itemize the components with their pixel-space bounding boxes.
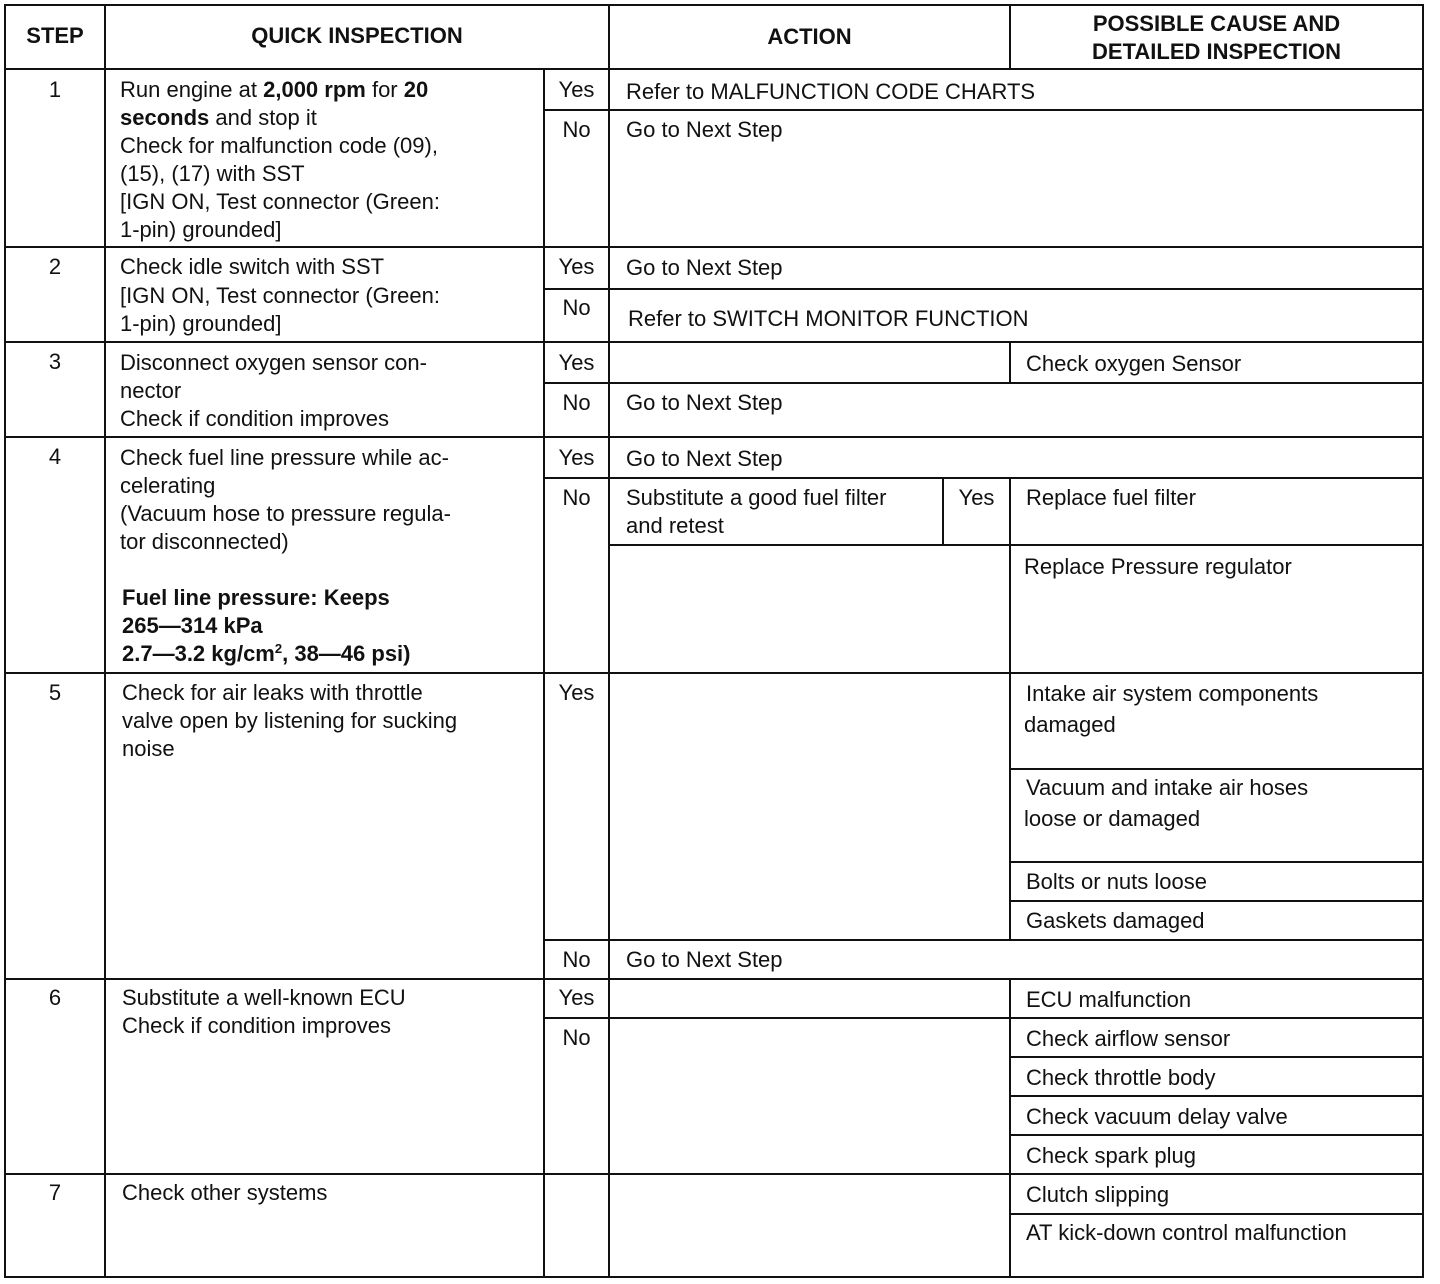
inspection-text: Substitute a well-known ECU	[122, 985, 406, 1010]
answer-yes: Yes	[558, 254, 595, 279]
header-cause-line2: DETAILED INSPECTION	[1092, 39, 1341, 64]
inspection-text: noise	[122, 736, 175, 761]
rule	[1009, 341, 1011, 384]
action-text: Refer to SWITCH MONITOR FUNCTION	[628, 306, 1029, 331]
action-text: Go to Next Step	[626, 255, 783, 280]
rule	[4, 4, 6, 1278]
inspection-text: [IGN ON, Test connector (Green:	[120, 189, 440, 214]
action-text: Go to Next Step	[626, 446, 783, 471]
cause-text: Check airflow sensor	[1026, 1026, 1231, 1051]
cause-text: Check throttle body	[1026, 1065, 1216, 1090]
cause-text: AT kick-down control malfunction	[1026, 1220, 1347, 1245]
step-number: 3	[48, 349, 62, 374]
rule	[543, 109, 1424, 111]
inspection-text: Check idle switch with SST	[120, 254, 385, 279]
rule	[104, 4, 106, 1278]
cause-text: Check oxygen Sensor	[1026, 351, 1242, 376]
answer-yes: Yes	[558, 680, 595, 705]
header-action: ACTION	[767, 24, 852, 49]
inspection-text: tor disconnected)	[120, 529, 289, 554]
spec-text: Fuel line pressure: Keeps	[122, 585, 390, 610]
inspection-text: [IGN ON, Test connector (Green:	[120, 283, 440, 308]
header-quick-inspection: QUICK INSPECTION	[251, 23, 463, 48]
cause-text: Clutch slipping	[1026, 1182, 1170, 1207]
cause-text: Check vacuum delay valve	[1026, 1104, 1288, 1129]
rule	[4, 672, 1424, 674]
rule	[543, 477, 1424, 479]
answer-yes: Yes	[558, 350, 595, 375]
rule	[4, 246, 1424, 248]
inspection-text: Check for malfunction code (09),	[120, 133, 438, 158]
cause-text: Replace Pressure regulator	[1024, 554, 1292, 579]
inspection-text: celerating	[120, 473, 216, 498]
step-number: 2	[48, 254, 62, 279]
cause-text: loose or damaged	[1024, 806, 1201, 831]
rule	[1009, 672, 1011, 941]
action-text: Go to Next Step	[626, 117, 783, 142]
cause-text: Check spark plug	[1026, 1143, 1196, 1168]
rule	[543, 288, 1424, 290]
answer-no: No	[562, 390, 591, 415]
spec-text: 265—314 kPa	[122, 613, 263, 638]
rule	[1009, 978, 1011, 1278]
rule	[543, 939, 1424, 941]
rule	[543, 1017, 1424, 1019]
step-number: 1	[48, 77, 62, 102]
rule	[4, 1276, 1424, 1278]
inspection-text: Check if condition improves	[122, 1013, 392, 1038]
answer-yes: Yes	[558, 77, 595, 102]
rule	[4, 1173, 1424, 1175]
rule	[1009, 1056, 1424, 1058]
rule	[4, 4, 1424, 6]
answer-no: No	[562, 117, 591, 142]
step-number: 7	[48, 1180, 62, 1205]
action-text: and retest	[626, 513, 724, 538]
cause-text: Vacuum and intake air hoses	[1026, 775, 1309, 800]
cause-text: damaged	[1024, 712, 1116, 737]
inspection-text: Check fuel line pressure while ac-	[120, 445, 449, 470]
cause-text: Replace fuel filter	[1026, 485, 1196, 510]
rule	[4, 341, 1424, 343]
answer-no: No	[562, 947, 591, 972]
answer-yes: Yes	[558, 445, 595, 470]
cause-text: Intake air system components	[1026, 681, 1319, 706]
inspection-text: Disconnect oxygen sensor con-	[120, 350, 427, 375]
step-number: 5	[48, 680, 62, 705]
rule	[608, 4, 610, 1278]
cause-text: ECU malfunction	[1026, 987, 1192, 1012]
rule	[1009, 477, 1011, 674]
inspection-text: (Vacuum hose to pressure regula-	[120, 501, 451, 526]
action-text: Go to Next Step	[626, 947, 783, 972]
answer-yes: Yes	[958, 485, 995, 510]
action-text: Refer to MALFUNCTION CODE CHARTS	[626, 79, 1036, 104]
cause-text: Bolts or nuts loose	[1026, 869, 1207, 894]
inspection-text: Run engine at 2,000 rpm for 20	[120, 77, 429, 102]
header-step: STEP	[26, 23, 84, 48]
rule	[543, 68, 545, 1278]
inspection-text: seconds and stop it	[120, 105, 317, 130]
header-cause-line1: POSSIBLE CAUSE AND	[1092, 11, 1341, 36]
action-text: Substitute a good fuel filter	[626, 485, 887, 510]
rule	[4, 436, 1424, 438]
cause-text: Gaskets damaged	[1026, 908, 1205, 933]
answer-yes: Yes	[558, 985, 595, 1010]
inspection-text: valve open by listening for sucking	[122, 708, 458, 733]
rule	[1009, 861, 1424, 863]
answer-no: No	[562, 485, 591, 510]
rule	[543, 382, 1424, 384]
rule	[4, 978, 1424, 980]
inspection-text: (15), (17) with SST	[120, 161, 305, 186]
rule	[608, 544, 1424, 546]
step-number: 4	[48, 444, 62, 469]
answer-no: No	[562, 1025, 591, 1050]
step-number: 6	[48, 985, 62, 1010]
inspection-text: Check if condition improves	[120, 406, 390, 431]
inspection-text: 1-pin) grounded]	[120, 311, 282, 336]
inspection-text: nector	[120, 378, 182, 403]
rule	[1009, 1213, 1424, 1215]
inspection-text: 1-pin) grounded]	[120, 217, 282, 242]
rule	[1009, 1134, 1424, 1136]
rule	[1009, 768, 1424, 770]
rule	[4, 68, 1424, 70]
rule	[1422, 4, 1424, 1278]
inspection-text: Check other systems	[122, 1180, 328, 1205]
spec-text: 2.7—3.2 $kg/cm^2$, 38—46 psi)	[122, 641, 411, 666]
inspection-text: Check for air leaks with throttle	[122, 680, 423, 705]
answer-no: No	[562, 295, 591, 320]
rule	[1009, 900, 1424, 902]
action-text: Go to Next Step	[626, 390, 783, 415]
rule	[1009, 1095, 1424, 1097]
